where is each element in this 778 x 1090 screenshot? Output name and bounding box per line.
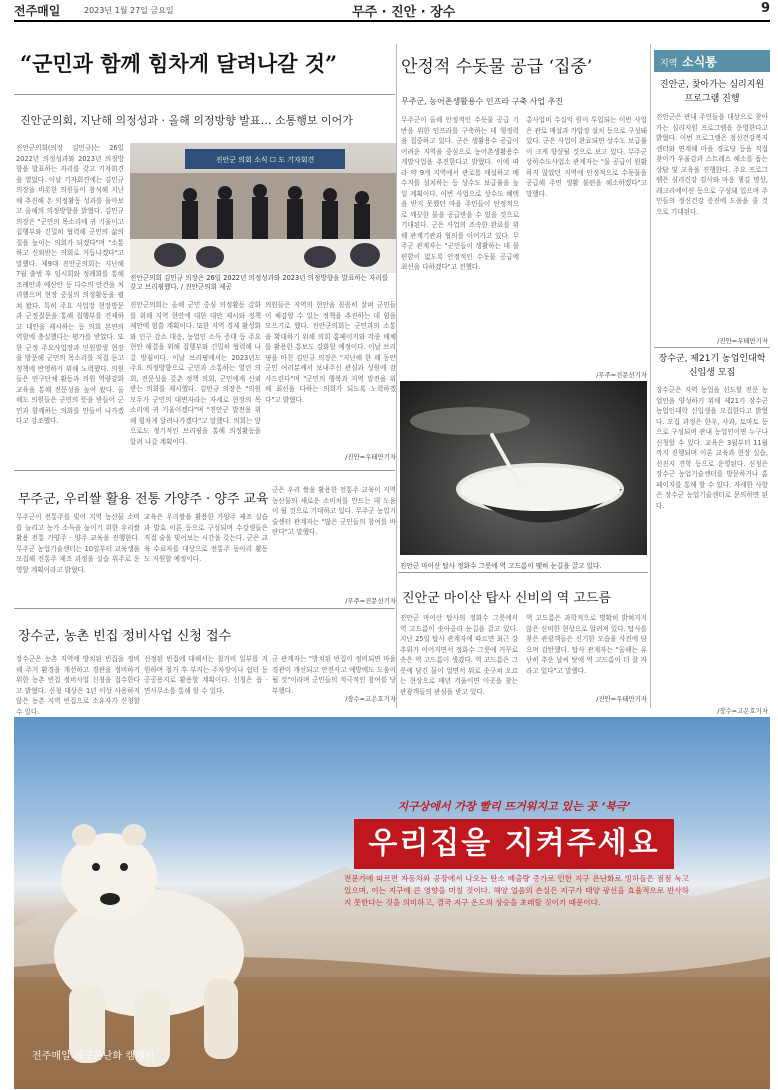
rice-credit: /무주=진문선기자 — [345, 597, 396, 605]
water-credit: /무주=진문선기자 — [596, 371, 647, 379]
rice-body-col2: 교육은 우리쌀을 활용한 가양주 제조 실습과 발효 이론 등으로 구성되며 수강생들은 직접 술을 빚어보는 시간을 갖는다. 군은 교육 수료자를 대상으로 전통주 동아리 활동도 지원할 예정이다. — [144, 513, 268, 563]
section-title: 무주 · 진안 · 장수 — [352, 5, 456, 20]
sidebar-label-region: 지역 — [660, 59, 678, 69]
rice-body-col3: 군은 우리 쌀을 활용한 전통주 교육이 지역 농산물의 새로운 소비처를 만드는 데 도움이 될 것으로 기대하고 있다. 무주군 농업기술센터 관계자는 "많은 군민들의 참여를 바란다"고 말했다. — [272, 486, 396, 536]
water-body-col2: 총사업비 수십억 원이 투입되는 이번 사업은 관로 매설과 가압장 설치 등으로 구성돼 있다. 군은 사업이 완료되면 상수도 보급률이 크게 향상될 것으로 보고 있다. 무주군 상하수도사업소 관계자는 "물 공급이 원활하지 않았던 지역에 안정적으로 수돗물을 공급해 주민 생활 불편을 해소하겠다"고 말했다. — [526, 116, 647, 198]
sidebar-item2-credit: /장수=고은호기자 — [717, 707, 768, 715]
lead-rule — [14, 94, 395, 95]
jangsu-headline: 장수군, 농촌 빈집 정비사업 신청 접수 — [18, 629, 232, 644]
tapsa-caption: 진안군 마이산 탑사 정화수 그릇에 역 고드름이 맺혀 눈길을 끌고 있다. — [400, 562, 602, 570]
rice-headline: 무주군, 우리쌀 활용 전통 가양주 · 양주 교육 — [18, 492, 269, 507]
page-number: 9 — [760, 1, 770, 16]
lead-headline: “군민과 함께 힘차게 달려나갈 것” — [20, 51, 338, 76]
polar-bear-icon — [54, 824, 244, 1067]
sidebar-item2-body: 장수군은 지역 농업을 선도할 전문 농업인을 양성하기 위해 제21기 장수군 농업인대학 신입생을 모집한다고 밝혔다. 모집 과정은 한우, 사과, 토마토 등으로 구성되며 관내 농업인이면 누구나 신청할 수 있다. 교육은 3월부터 11월까지 진행되며 이론 교육과 현장 실습, 선진지 견학 등으로 운영된다. 신청은 장수군 농업기술센터를 방문하거나 홈페이지를 통해 할 수 있다. 자세한 사항은 장수군 농업기술센터로 문의하면 된다. — [656, 386, 768, 510]
sidebar-item1-body: 진안군은 관내 주민들을 대상으로 찾아가는 심리지원 프로그램을 운영한다고 밝혔다. 이번 프로그램은 정신건강복지센터와 연계해 마을 경로당 등을 직접 찾아가 우울감과 스트레스 해소를 돕는 상담 및 교육을 진행한다. 주요 프로그램은 심리건강 검사와 마음 챙김 명상, 레크리에이션 등으로 구성돼 있으며 주민들의 정신건강 증진에 도움을 줄 것으로 기대된다. — [656, 113, 768, 216]
tapsa-credit: /진안=우태만기자 — [596, 695, 647, 703]
tapsa-photo — [400, 381, 647, 555]
photo-banner-text: 진안군 의회 소식 ☐ 도 기자회견 — [215, 156, 315, 164]
lead-credit: /진안=우태만기자 — [345, 453, 396, 461]
header-rule — [14, 20, 770, 22]
ad-headline: 우리집을 지켜주세요 — [354, 819, 674, 869]
jangsu-body-col1: 장수군은 농촌 지역에 방치된 빈집을 정비해 주거 환경을 개선하고 경관을 정비하기 위한 농촌 빈집 정비사업 신청을 접수한다고 밝혔다. 신청 대상은 1년 이상 사용하지 않은 농촌 지역 빈집으로 소유자가 신청할 수 있다. — [16, 655, 140, 716]
lead-photo-image — [130, 143, 396, 273]
sidebar-header — [654, 50, 770, 72]
jangsu-credit: /장수=고은호기자 — [345, 695, 396, 703]
rule-jangsu-top — [14, 608, 395, 609]
issue-date: 2023년 1월 27일 금요일 — [84, 6, 174, 15]
ad-kicker: 지구상에서 가장 빨리 뜨거워지고 있는 곳 ‘북극’ — [397, 800, 631, 813]
sidebar-rule — [654, 347, 770, 348]
ad-footer: 전주매일 지구온난화 캠페인 — [32, 1051, 155, 1062]
tapsa-headline: 진안군 마이산 탑사 신비의 역 고드름 — [402, 591, 612, 606]
water-body-col1: 무주군이 올해 안정적인 수돗물 공급 기반을 위한 인프라를 구축하는 데 행정력을 집중하고 있다. 군은 생활용수 공급이 어려운 지역을 중심으로 농어촌생활용수 개발사업을 추진한다고 밝혔다. 이에 따라 약 9개 지역에서 관로를 매설하고 배수지를 설치하는 등 상수도 보급률을 높일 계획이다. 이번 사업으로 상수도 혜택을 받지 못했던 마을 주민들이 안정적으로 깨끗한 물을 공급받을 수 있을 것으로 기대된다. 군은 사업의 조속한 완료를 위해 관계기관과 협의를 이어가고 있다. 무주군 관계자는 "군민들이 생활하는 데 불편함이 없도록 안정적인 수돗물 공급에 최선을 다하겠다"고 전했다. — [401, 116, 519, 271]
jangsu-body-col2: 선정된 빈집에 대해서는 철거비 일부를 지원하며 철거 후 부지는 주차장이나 쉼터 등 공공용지로 활용할 계획이다. 신청은 읍 · 면사무소를 통해 할 수 있다. — [144, 655, 268, 695]
climate-ad — [14, 717, 770, 1089]
lead-body-col3: 의원들은 지역의 현안을 꼼꼼히 살펴 군민들이 체감할 수 있는 정책을 추진하는 데 힘을 모으기로 했다. 진안군의회는 군민과의 소통을 확대하기 위해 의회 홈페이지와 각종 매체를 활용한 홍보도 강화할 예정이다. 이날 브리핑을 마친 김민규 의장은 "지난해 한 해 동안 군민 여러분께서 보내주신 관심과 성원에 감사드린다"며 "군민의 행복과 지역 발전을 위해 최선을 다하는 의회가 되도록 노력하겠다"고 밝혔다. — [265, 301, 396, 404]
rice-body-col1: 무주군이 전통주를 빚어 지역 농산물 소비를 늘리고 농가 소득을 높이기 위한 우리쌀 활용 전통 가양주 · 양주 교육을 진행한다. 무주군 농업기술센터는 10일부터 교육생을 모집해 전통주 제조 과정을 실습 위주로 운영할 계획이라고 밝혔다. — [16, 513, 140, 574]
divider-right — [650, 44, 651, 708]
tapsa-body-col2: 역 고드름은 과학적으로 명확히 밝혀지지 않은 신비한 현상으로 알려져 있다. 탑사를 찾은 관광객들은 신기한 모습을 사진에 담으며 감탄했다. 탑사 관계자는 "올해는 유난히 추운 날씨 탓에 역 고드름이 더 잘 자라고 있다"고 말했다. — [526, 614, 647, 675]
lead-body-col2: 진안군의회는 올해 군민 중심 의정활동 강화를 위해 지역 현안에 대한 대안 제시와 정책 제안에 힘쓸 계획이다. 또한 지역 경제 활성화와 인구 감소 대응, 농업인 소득 증대 등 주요 현안 해결을 위해 집행부와 긴밀히 협력해 나갈 방침이다. 이날 브리핑에서는 2023년도 주요 의정방향으로 군민과 소통하는 열린 의회, 전문성을 갖춘 정책 의회, 군민에게 신뢰받는 의회를 제시했다. 김민규 의장은 "의원 모두가 군민의 대변자라는 자세로 현장의 목소리에 귀 기울이겠다"며 "진안군 발전을 위해 힘차게 달려나가겠다"고 말했다. 의회는 앞으로도 정기적인 브리핑을 통해 의정활동을 알려 나갈 계획이다. — [130, 301, 261, 446]
rule-tapsa — [398, 572, 648, 573]
divider-left — [396, 44, 397, 708]
jangsu-body-col3: 군 관계자는 "방치된 빈집이 정비되면 마을 경관이 개선되고 안전사고 예방에도 도움이 될 것"이라며 군민들의 적극적인 참여를 당부했다. — [272, 655, 396, 695]
page-header — [14, 0, 770, 20]
sidebar-item1-title: 진안군, 찾아가는 심리지원 프로그램 진행 — [659, 80, 765, 104]
sidebar-item2-title: 장수군, 제21기 농업인대학 신입생 모집 — [658, 354, 766, 378]
brand-logo: 전주매일 — [14, 4, 61, 18]
sidebar-label-news: 소식통 — [682, 55, 717, 69]
lead-body-col1: 진안군의회(의장 김민규)는 26일 2022년 의정성과와 2023년 의정방향을 발표하는 자리를 갖고 기자회견을 열었다. 이날 기자회견에는 김민규 의장을 비롯한 의원들이 참석해 지난해 추진해 온 의정활동 성과를 돌아보고 올해의 의정방향을 밝혔다. 김민규 의장은 "군민의 목소리에 귀 기울이고 집행부와 긴밀히 협력해 군민의 삶의 질을 높이는 의회가 되겠다"며 "소통하고 신뢰받는 의회로 거듭나겠다"고 말했다. 제9대 진안군의회는 지난해 7월 출범 후 임시회와 정례회를 통해 조례안과 예산안 등 다수의 안건을 처리했으며 현장 중심의 의정활동을 펼쳐 왔다. 특히 주요 사업장 현장방문과 군정질문을 통해 집행부를 견제하고 대안을 제시하는 등 의회 본연의 역할에 충실했다는 평가를 받았다. 또한 군정 주요사업장과 민원발생 현장을 방문해 군민의 목소리를 직접 듣고 정책에 반영하기 위해 노력했다. 의원들은 연구단체 활동과 의원 역량강화 교육을 통해 전문성을 높여 왔다. 올해도 의원들은 군민의 뜻을 받들어 군민과 함께하는 의회를 만들어 나가겠다고 강조했다. — [16, 144, 124, 425]
lead-subtitle: 진안군의회, 지난해 의정성과 · 올해 의정방향 발표… 소통행보 이어가 — [20, 114, 353, 127]
ad-body: 전문가에 따르면 자동차와 공장에서 나오는 탄소 배출량 증가로 인한 지구 온난화로 빙하들은 점점 녹고 있으며, 이는 지구에 큰 영향을 미칠 것이다. 해양 얼음의 손실은 지구가 태양 광선을 효율적으로 반사하지 못한다는 것을 의미하고, 결국 지구 온도의 상승을 초래할 것이기 때문이다. — [344, 874, 689, 907]
tapsa-body-col1: 진안군 마이산 탑사의 정화수 그릇에서 역 고드름이 솟아올라 눈길을 끌고 있다. 지난 25일 탑사 관계자에 따르면 최근 강추위가 이어지면서 정화수 그릇에 거꾸로 솟은 역 고드름이 생겼다. 역 고드름은 그릇에 담긴 물이 얼면서 위로 솟구쳐 오르는 현상으로 매년 겨울이면 이곳을 찾는 관광객들의 관심을 받고 있다. — [400, 614, 518, 696]
water-headline: 안정적 수돗물 공급 ‘집중’ — [401, 57, 593, 77]
rule-rice-top — [14, 470, 395, 471]
sidebar-item1-credit: /진안=우태만기자 — [717, 337, 768, 345]
lead-photo-caption: 진안군의회 김민규 의장은 26일 2022년 의정성과와 2023년 의정방향을 발표하는 자리를 갖고 브리핑했다. / 진안군의회 제공 — [130, 274, 389, 291]
lead-photo — [130, 143, 396, 273]
water-subtitle: 무주군, 농어촌생활용수 인프라 구축 사업 추진 — [401, 97, 564, 106]
icicle-bowl-image — [400, 381, 647, 555]
